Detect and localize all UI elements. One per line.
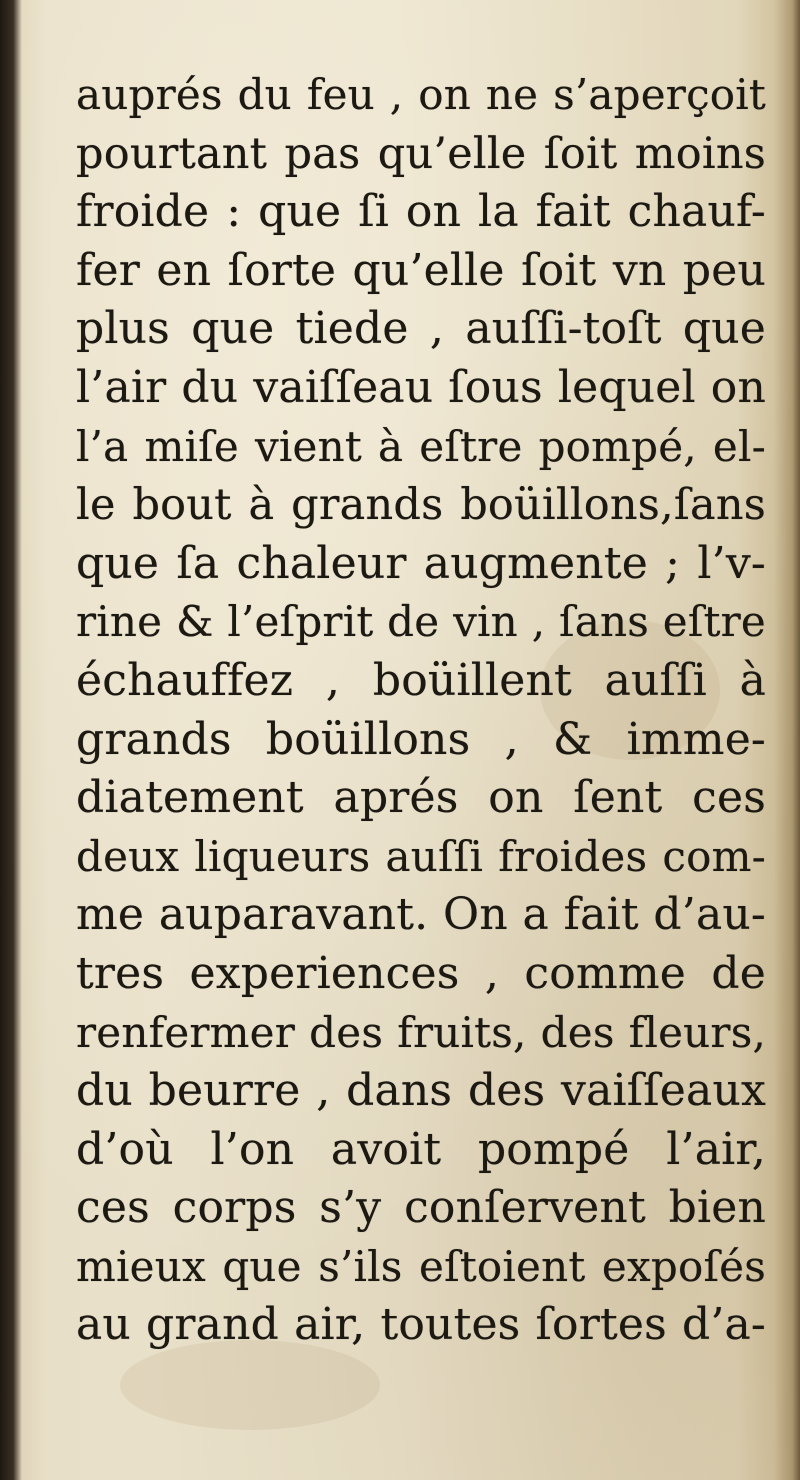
text-line: rine & l’eſprit de vin , ſans eſtre — [76, 597, 766, 647]
text-line: auprés du feu , on ne s’aperçoit — [76, 70, 766, 119]
text-line: l’air du vaiſſeau ſous lequel on — [76, 361, 766, 413]
text-line: échauffez , boüillent auſſi à — [76, 654, 766, 706]
text-line: diatement aprés on ſent ces — [76, 772, 766, 824]
text-line: grands boüillons , & imme- — [76, 713, 766, 765]
text-line: du beurre , dans des vaiſſeaux — [76, 1065, 766, 1117]
text-line: me auparavant. On a fait d’au- — [76, 889, 766, 941]
text-line: renfermer des fruits, des fleurs, — [76, 1007, 766, 1057]
page-edge-shadow — [774, 0, 800, 1480]
text-line: tres experiences , comme de — [76, 947, 766, 999]
text-line: pourtant pas qu’elle ſoit moins — [76, 128, 766, 179]
body-text — [76, 66, 766, 1355]
text-line: froide : que ſi on la fait chauf- — [76, 186, 766, 238]
text-line: ces corps s’y conſervent bien — [76, 1182, 766, 1234]
text-line: le bout à grands boüillons,ſans — [76, 480, 766, 531]
text-line: l’a miſe vient à eſtre pompé, el- — [76, 421, 766, 471]
text-line: que ſa chaleur augmente ; l’v- — [76, 537, 766, 589]
text-line: mieux que s’ils eſtoient expoſés — [76, 1241, 766, 1291]
page-gutter-shadow — [0, 0, 22, 1480]
text-line: au grand air, toutes ſortes d’a- — [76, 1299, 766, 1351]
text-line: fer en ſorte qu’elle ſoit vn peu — [76, 244, 766, 296]
text-line: d’où l’on avoit pompé l’air, — [76, 1123, 766, 1175]
text-line: plus que tiede , auſſi-toſt que — [76, 303, 766, 355]
text-line: deux liqueurs auſſi froides com- — [76, 831, 766, 881]
